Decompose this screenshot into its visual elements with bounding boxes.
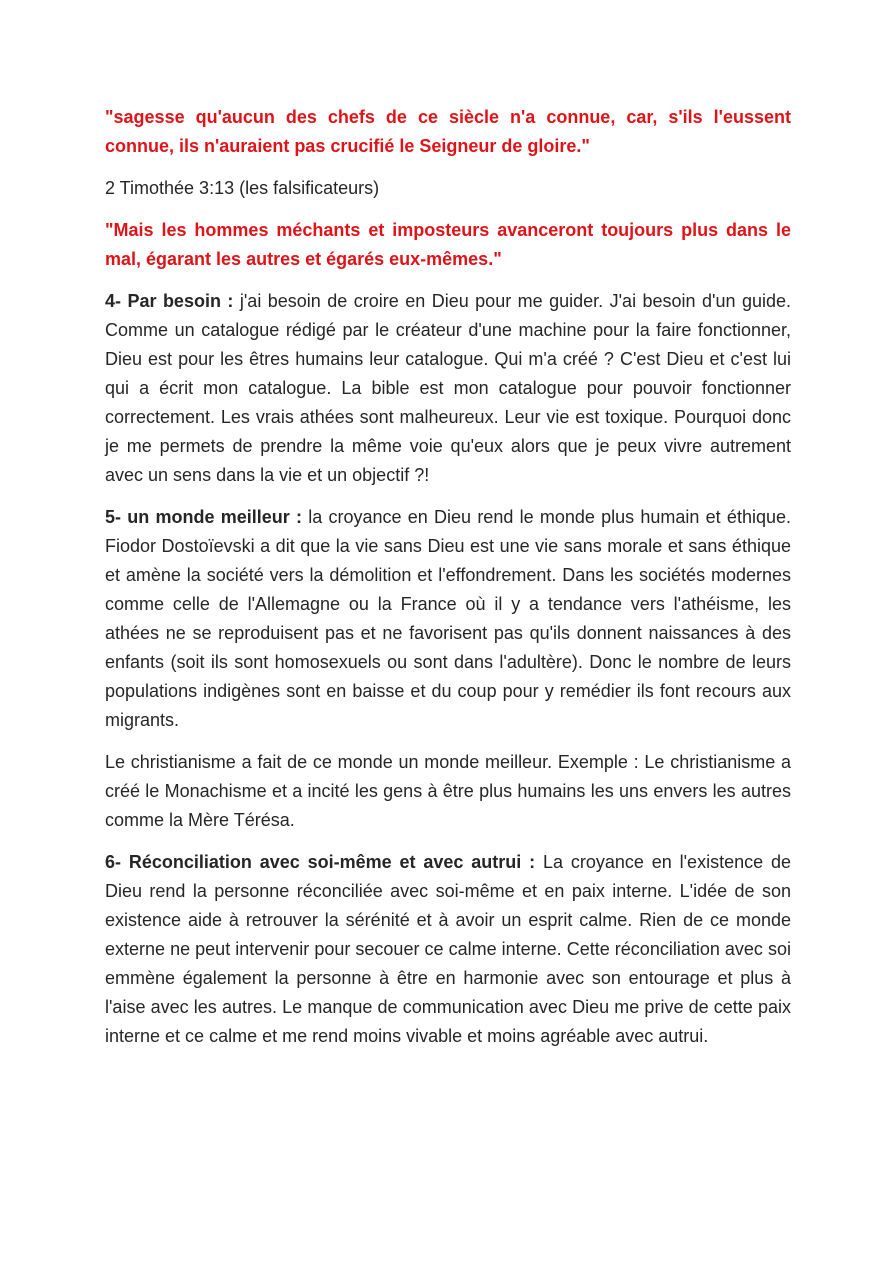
- red-quote-paragraph-1: "sagesse qu'aucun des chefs de ce siècle n'a connue, car, s'ils l'eussent connue, ils n'auraient pas crucifié le Seigneur de gloire.": [105, 107, 791, 156]
- section-6-text: La croyance en l'existence de Dieu rend la personne réconciliée avec soi-même et en paix interne. L'idée de son existence aide à retrouver la sérénité et à avoir un esprit calme. Rien de ce monde externe ne peut intervenir pour secouer ce calme interne. Cette réconciliation avec soi emmène également la personne à être en harmonie avec son entourage et plus à l'aise avec les autres. Le manque de communication avec Dieu me prive de cette paix interne et ce calme et me rend moins vivable et moins agréable avec autrui.: [105, 852, 791, 1046]
- section-4-paragraph: [105, 287, 791, 490]
- section-5-paragraph: [105, 503, 791, 735]
- verse-reference: 2 Timothée 3:13 (les falsificateurs): [105, 178, 380, 198]
- section-5-extra-paragraph: Le christianisme a fait de ce monde un monde meilleur. Exemple : Le christianisme a créé le Monachisme et a incité les gens à être plus humains les uns envers les autres comme la Mère Térésa.: [105, 752, 791, 830]
- section-6-paragraph: [105, 848, 791, 1051]
- section-6-heading: 6- Réconciliation avec soi-même et avec autrui :: [105, 852, 536, 872]
- section-4-text: j'ai besoin de croire en Dieu pour me guider. J'ai besoin d'un guide. Comme un catalogue rédigé par le créateur d'une machine pour la faire fonctionner, Dieu est pour les êtres humains leur catalogue. Qui m'a créé ? C'est Dieu et c'est lui qui a écrit mon catalogue. La bible est mon catalogue pour pouvoir fonctionner correctement. Les vrais athées sont malheureux. Leur vie est toxique. Pourquoi donc je me permets de prendre la même voie qu'eux alors que je peux vivre autrement avec un sens dans la vie et un objectif ?!: [105, 291, 791, 485]
- section-5-heading: 5- un monde meilleur :: [105, 507, 302, 527]
- red-quote-paragraph-2: "Mais les hommes méchants et imposteurs avanceront toujours plus dans le mal, égarant les autres et égarés eux-mêmes.": [105, 220, 791, 269]
- section-4-heading: 4- Par besoin :: [105, 291, 234, 311]
- section-5-text: la croyance en Dieu rend le monde plus humain et éthique. Fiodor Dostoïevski a dit que la vie sans Dieu est une vie sans morale et sans éthique et amène la société vers la démolition et l'effondrement. Dans les sociétés modernes comme celle de l'Allemagne ou la France où il y a tendance vers l'athéisme, les athées ne se reproduisent pas et ne favorisent pas qu'ils donnent naissances à des enfants (soit ils sont homosexuels ou sont dans l'adultère). Donc le nombre de leurs populations indigènes sont en baisse et du coup pour y remédier ils font recours aux migrants.: [105, 507, 791, 730]
